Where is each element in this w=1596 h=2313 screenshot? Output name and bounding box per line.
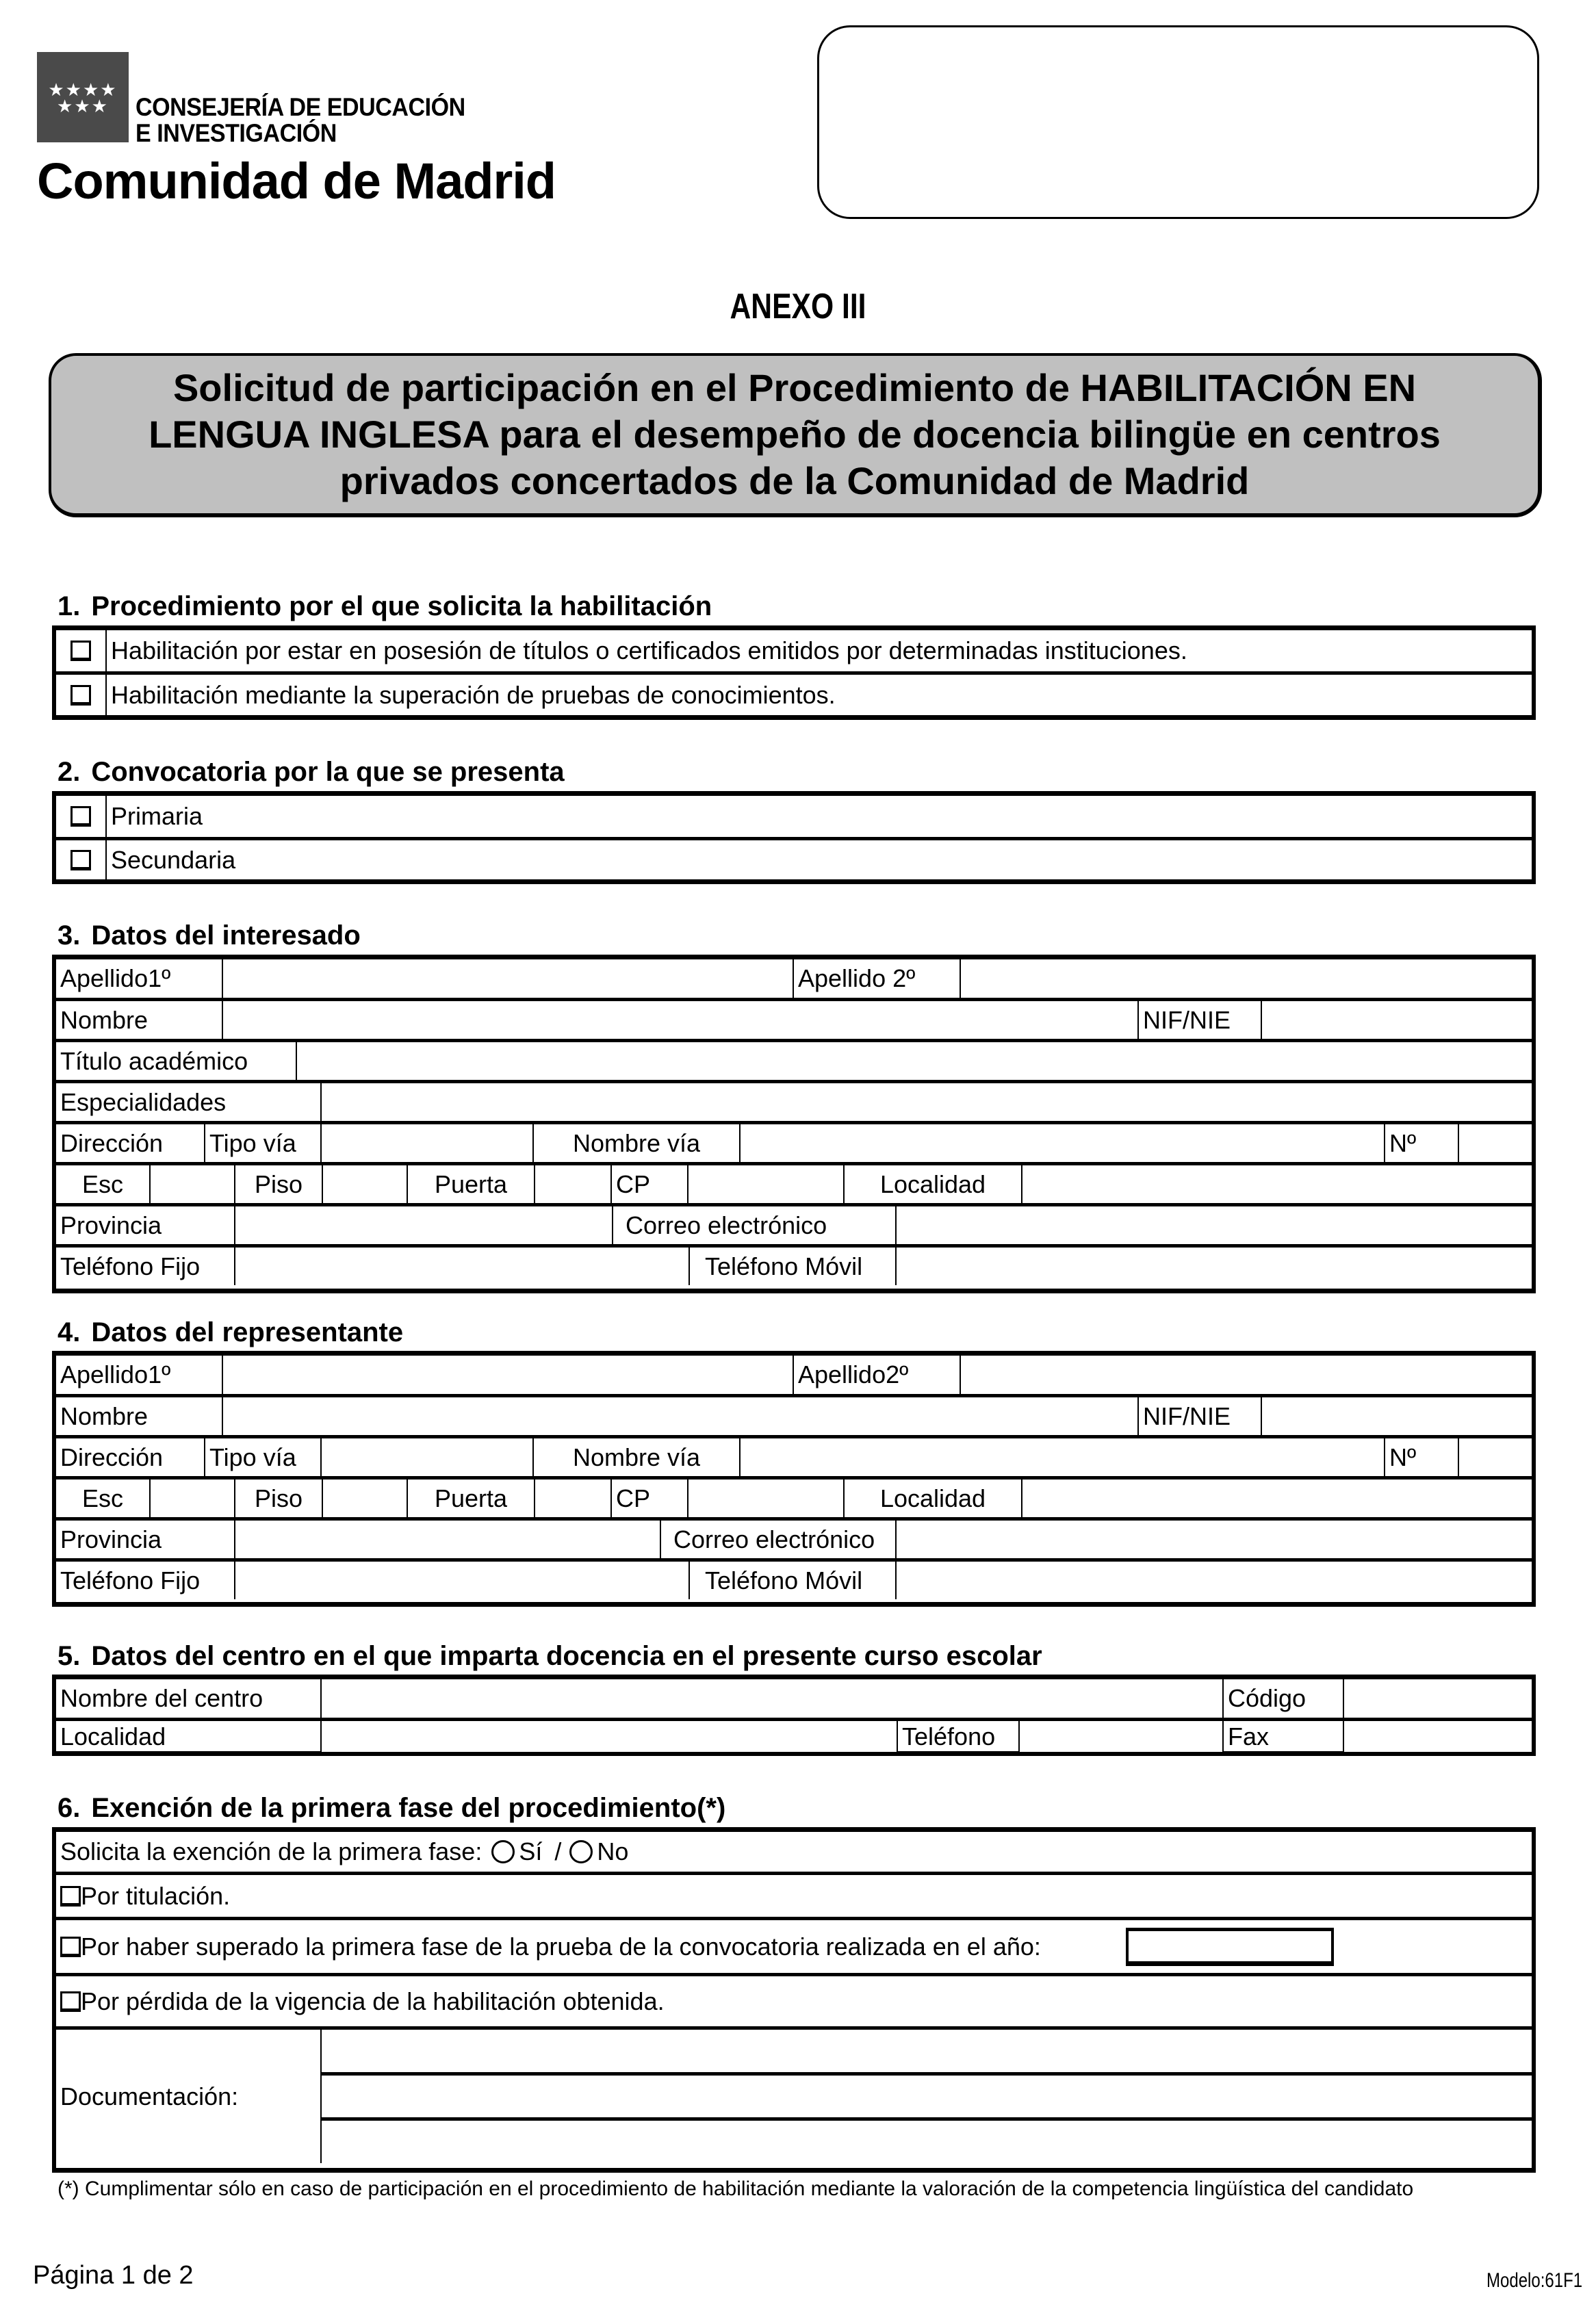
rep-nombre-via-label: Nombre vía: [532, 1438, 739, 1476]
exemption-option-row[interactable]: [56, 1872, 1532, 1917]
rep-apellido1-label: Apellido1º: [60, 1360, 171, 1388]
stars-icon: ★★★★ ★★★: [48, 80, 118, 117]
piso-field[interactable]: [322, 1165, 407, 1203]
provincia-field[interactable]: [234, 1206, 612, 1244]
nombre-field[interactable]: [222, 1001, 1137, 1039]
checkbox-icon[interactable]: [60, 1937, 81, 1957]
documentation-line[interactable]: [322, 2072, 1532, 2118]
registry-stamp-box: [817, 25, 1539, 219]
rep-numero-field[interactable]: [1458, 1438, 1532, 1476]
checkbox-icon[interactable]: [60, 1991, 81, 2012]
correo-field[interactable]: [895, 1206, 1532, 1244]
checkbox-icon[interactable]: [60, 1886, 81, 1907]
section-title: Convocatoria por la que se presenta: [91, 757, 565, 787]
tel-fijo-field[interactable]: [234, 1248, 688, 1285]
rep-apellido2-label: Apellido2º: [793, 1356, 960, 1394]
centro-telefono-label: Teléfono: [897, 1721, 1018, 1752]
radio-no-label: No: [597, 1837, 629, 1865]
checkbox-icon[interactable]: [70, 850, 91, 870]
nombre-label: Nombre: [60, 1005, 149, 1034]
footnote: (*) Cumplimentar sólo en caso de participación en el procedimiento de habilitación mediante la valoración de la competencia lingüística del candidato: [57, 2178, 1414, 2200]
rep-direccion-label: Dirección: [60, 1443, 164, 1471]
fax-field[interactable]: [1343, 1721, 1532, 1752]
centro-localidad-label: Localidad: [60, 1722, 166, 1750]
rep-cp-field[interactable]: [687, 1479, 843, 1517]
nombre-centro-field[interactable]: [320, 1679, 1222, 1718]
procedure-option-row[interactable]: [56, 671, 1532, 715]
radio-no-icon[interactable]: [569, 1840, 593, 1863]
exemption-option[interactable]: [56, 1875, 1532, 1917]
convocatoria-option-row[interactable]: [56, 837, 1532, 879]
exemption-option[interactable]: [56, 1920, 1532, 1973]
year-field[interactable]: [1126, 1928, 1334, 1966]
section-3-heading: [57, 920, 361, 951]
model-code: Modelo:61F1: [1486, 2269, 1582, 2292]
section-title: Datos del centro en el que imparta docencia en el presente curso escolar: [91, 1641, 1042, 1671]
exemption-option[interactable]: [56, 1976, 1532, 2026]
exemption-question: [56, 1832, 1532, 1872]
localidad-field[interactable]: [1021, 1165, 1532, 1203]
piso-label: Piso: [234, 1165, 322, 1203]
numero-field[interactable]: [1458, 1124, 1532, 1162]
tel-movil-label: Teléfono Móvil: [688, 1248, 895, 1285]
section-1-table: [52, 625, 1536, 720]
rep-esc-field[interactable]: [149, 1479, 234, 1517]
checkbox-cell[interactable]: [56, 796, 105, 837]
radio-separator: /: [554, 1837, 562, 1865]
option-label: Habilitación mediante la superación de pruebas de conocimientos.: [105, 675, 1532, 715]
section-1-heading: [57, 591, 712, 622]
provincia-label: Provincia: [60, 1211, 162, 1239]
codigo-field[interactable]: [1343, 1679, 1532, 1718]
documentation-line[interactable]: [322, 2117, 1532, 2163]
checkbox-cell[interactable]: [56, 840, 105, 879]
option-label: Por haber superado la primera fase de la prueba de la convocatoria realizada en el año:: [81, 1932, 1041, 1961]
esc-field[interactable]: [149, 1165, 234, 1203]
tipo-via-field[interactable]: [320, 1124, 532, 1162]
madrid-flag-icon: [37, 52, 129, 142]
section-2-heading: [57, 757, 565, 788]
section-number: 4.: [57, 1317, 81, 1347]
section-number: 3.: [57, 920, 81, 951]
procedure-option-row[interactable]: [56, 630, 1532, 671]
department-line-2: E INVESTIGACIÓN: [136, 119, 337, 147]
rep-piso-label: Piso: [234, 1479, 322, 1517]
section-3-table: [52, 955, 1536, 1293]
rep-nombre-label: Nombre: [60, 1401, 149, 1430]
especialidades-label: Especialidades: [60, 1087, 227, 1116]
tel-movil-field[interactable]: [895, 1248, 1532, 1285]
exemption-option-row[interactable]: [56, 1973, 1532, 2026]
nif-label: NIF/NIE: [1137, 1001, 1261, 1039]
rep-localidad-field[interactable]: [1021, 1479, 1532, 1517]
centro-telefono-field[interactable]: [1018, 1721, 1222, 1752]
rep-puerta-label: Puerta: [407, 1479, 534, 1517]
puerta-field[interactable]: [534, 1165, 610, 1203]
section-title: Exención de la primera fase del procedimiento(*): [91, 1793, 726, 1823]
apellido1-label: Apellido1º: [60, 964, 171, 992]
department-line-1: CONSEJERÍA DE EDUCACIÓN: [136, 93, 465, 121]
esc-label: Esc: [81, 1170, 123, 1198]
option-label: Por pérdida de la vigencia de la habilitación obtenida.: [81, 1987, 665, 2015]
titulo-field[interactable]: [296, 1042, 1532, 1080]
rep-tel-movil-label: Teléfono Móvil: [688, 1562, 895, 1599]
rep-correo-field[interactable]: [895, 1521, 1532, 1558]
form-title: Solicitud de participación en el Procedimiento de HABILITACIÓN EN LENGUA INGLESA para el desempeño de docencia bilingüe en centros privados concertados de la Comunidad de Madrid: [149, 366, 1441, 502]
checkbox-cell[interactable]: [56, 675, 105, 715]
rep-piso-field[interactable]: [322, 1479, 407, 1517]
correo-label: Correo electrónico: [612, 1206, 895, 1244]
checkbox-icon[interactable]: [70, 685, 91, 706]
section-number: 6.: [57, 1793, 81, 1823]
exemption-question-row: [56, 1832, 1532, 1872]
localidad-label: Localidad: [843, 1165, 1021, 1203]
rep-apellido2-field[interactable]: [960, 1356, 1532, 1394]
rep-provincia-label: Provincia: [60, 1525, 162, 1553]
section-number: 2.: [57, 757, 81, 787]
section-4-heading: [57, 1317, 403, 1348]
centro-localidad-field[interactable]: [320, 1721, 897, 1752]
section-6-heading: [57, 1793, 725, 1824]
nombre-centro-label: Nombre del centro: [60, 1684, 263, 1712]
section-5-table: [52, 1675, 1536, 1756]
convocatoria-option-row[interactable]: [56, 796, 1532, 837]
nombre-via-field[interactable]: [739, 1124, 1384, 1162]
rep-tel-fijo-field[interactable]: [234, 1562, 688, 1599]
documentation-row: [56, 2026, 1532, 2163]
apellido1-field[interactable]: [222, 959, 793, 998]
rep-tipo-via-field[interactable]: [320, 1438, 532, 1476]
tipo-via-label: Tipo vía: [204, 1124, 320, 1162]
section-title: Datos del interesado: [91, 920, 361, 951]
checkbox-cell[interactable]: [56, 630, 105, 671]
rep-nif-field[interactable]: [1261, 1397, 1532, 1435]
rep-tel-movil-field[interactable]: [895, 1562, 1532, 1599]
rep-numero-label: Nº: [1384, 1438, 1458, 1476]
rep-nombre-field[interactable]: [222, 1397, 1137, 1435]
cp-field[interactable]: [687, 1165, 843, 1203]
apellido2-label: Apellido 2º: [793, 959, 960, 998]
section-5-heading: [57, 1641, 1042, 1672]
fax-label: Fax: [1222, 1721, 1343, 1752]
cp-label: CP: [610, 1165, 687, 1203]
rep-esc-label: Esc: [81, 1484, 123, 1512]
option-label: Habilitación por estar en posesión de títulos o certificados emitidos por determinadas instituciones.: [105, 630, 1532, 671]
nif-field[interactable]: [1261, 1001, 1532, 1039]
documentation-line[interactable]: [322, 2030, 1532, 2072]
radio-yes-icon[interactable]: [491, 1840, 515, 1863]
checkbox-icon[interactable]: [70, 806, 91, 827]
option-label: Por titulación.: [81, 1881, 231, 1910]
annex-label: ANEXO III: [730, 287, 866, 326]
numero-label: Nº: [1384, 1124, 1458, 1162]
rep-nif-label: NIF/NIE: [1137, 1397, 1261, 1435]
department-logo: [37, 52, 557, 147]
section-title: Datos del representante: [91, 1317, 404, 1347]
organization-name: Comunidad de Madrid: [37, 153, 556, 209]
rep-tipo-via-label: Tipo vía: [204, 1438, 320, 1476]
option-label: Secundaria: [105, 840, 1532, 879]
section-number: 1.: [57, 591, 81, 621]
form-title-box: [49, 353, 1542, 517]
section-number: 5.: [57, 1641, 81, 1671]
tel-fijo-label: Teléfono Fijo: [60, 1252, 201, 1280]
section-title: Procedimiento por el que solicita la habilitación: [91, 591, 712, 621]
section-4-table: [52, 1351, 1536, 1607]
rep-nombre-via-field[interactable]: [739, 1438, 1384, 1476]
radio-yes-label: Sí: [519, 1837, 543, 1865]
rep-puerta-field[interactable]: [534, 1479, 610, 1517]
section-2-table: [52, 791, 1536, 884]
rep-tel-fijo-label: Teléfono Fijo: [60, 1566, 201, 1594]
documentation-label: Documentación:: [60, 2082, 239, 2110]
checkbox-icon[interactable]: [70, 641, 91, 661]
rep-cp-label: CP: [610, 1479, 687, 1517]
option-label: Primaria: [105, 796, 1532, 837]
puerta-label: Puerta: [407, 1165, 534, 1203]
direccion-label: Dirección: [60, 1128, 164, 1157]
exemption-question-label: Solicita la exención de la primera fase:: [60, 1837, 482, 1865]
documentation-lines: [320, 2030, 1532, 2163]
rep-localidad-label: Localidad: [843, 1479, 1021, 1517]
page-number: Página 1 de 2: [33, 2261, 194, 2290]
section-6-table: [52, 1827, 1536, 2173]
rep-apellido1-field[interactable]: [222, 1356, 793, 1394]
department-name: [136, 94, 465, 146]
especialidades-field[interactable]: [320, 1083, 1532, 1121]
rep-correo-label: Correo electrónico: [660, 1521, 895, 1558]
apellido2-field[interactable]: [960, 959, 1532, 998]
rep-provincia-field[interactable]: [234, 1521, 660, 1558]
codigo-label: Código: [1222, 1679, 1343, 1718]
exemption-option-row[interactable]: [56, 1917, 1532, 1973]
nombre-via-label: Nombre vía: [532, 1124, 739, 1162]
titulo-label: Título académico: [60, 1046, 248, 1075]
